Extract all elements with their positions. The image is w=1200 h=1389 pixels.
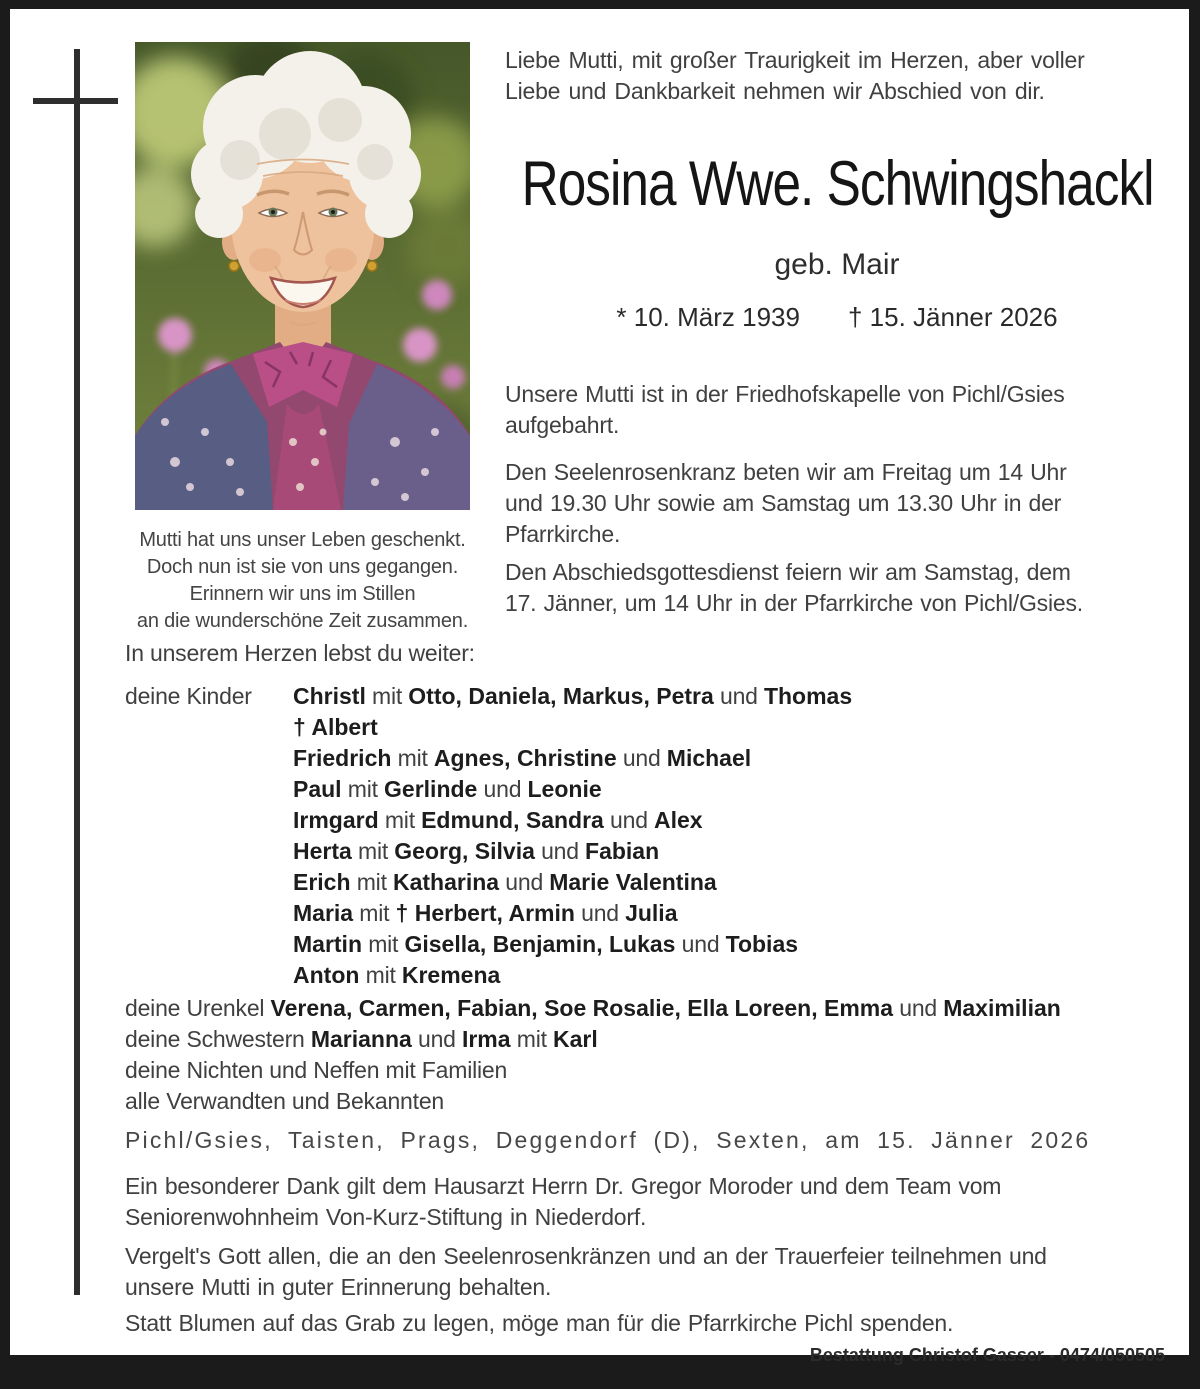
family-line: Friedrich mit Agnes, Christine und Michael — [293, 745, 752, 771]
birth-date: * 10. März 1939 — [616, 302, 800, 332]
cross-horizontal-bar — [33, 98, 118, 104]
farewell-service-text: Den Abschiedsgottesdienst feiern wir am Samstag, dem 17. Jänner, um 14 Uhr in der Pfarrkirche von Pichl/Gsies. — [505, 559, 1083, 616]
intro-text: Liebe Mutti, mit großer Traurigkeit im Herzen, aber voller Liebe und Dankbarkeit nehmen wir Abschied von dir. — [505, 47, 1085, 104]
life-dates — [505, 301, 1169, 333]
cross-vertical-bar — [74, 49, 80, 1295]
family-line: Herta mit Georg, Silvia und Fabian — [293, 838, 660, 864]
donation-note: Statt Blumen auf das Grab zu legen, möge man für die Pfarrkirche Pichl spenden. — [125, 1310, 954, 1336]
family-section — [125, 638, 1175, 1117]
rosary-text: Den Seelenrosenkranz beten wir am Freitag um 14 Uhr und 19.30 Uhr sowie am Samstag um 13.30 Uhr in der Pfarrkirche. — [505, 459, 1067, 547]
children-block — [125, 681, 1175, 991]
laying-out-text: Unsere Mutti ist in der Friedhofskapelle von Pichl/Gsies aufgebahrt. — [505, 381, 1065, 438]
maiden-name: geb. Mair — [774, 248, 900, 281]
family-line: Martin mit Gisella, Benjamin, Lukas und Tobias — [293, 931, 799, 957]
family-line: Anton mit Kremena — [293, 962, 501, 988]
deceased-name: Rosina Wwe. Schwingshackl — [521, 149, 1154, 219]
family-line: Maria mit † Herbert, Armin und Julia — [293, 900, 678, 926]
photo-caption: Mutti hat uns unser Leben geschenkt. Doch nun ist sie von uns gegangen. Erinnern wir uns im Stillen an die wunderschöne Zeit zusammen. — [136, 529, 469, 632]
family-line: deine Schwestern Marianna und Irma mit Karl — [125, 1026, 598, 1052]
family-line: Christl mit Otto, Daniela, Markus, Petra und Thomas — [293, 683, 853, 709]
children-label: deine Kinder — [125, 683, 252, 709]
remembrance-heading: In unserem Herzen lebst du weiter: — [125, 640, 475, 666]
children-list — [293, 681, 1175, 991]
family-line: deine Urenkel Verena, Carmen, Fabian, Soe Rosalie, Ella Loreen, Emma und Maximilian — [125, 995, 1061, 1021]
family-line: deine Nichten und Neffen mit Familien — [125, 1057, 508, 1083]
obituary-page — [10, 9, 1189, 1365]
family-line: Erich mit Katharina und Marie Valentina — [293, 869, 717, 895]
family-line: Irmgard mit Edmund, Sandra und Alex — [293, 807, 703, 833]
family-line: † Albert — [293, 714, 378, 740]
places-date-line: Pichl/Gsies, Taisten, Prags, Deggendorf (D), Sexten, am 15. Jänner 2026 — [125, 1127, 1091, 1153]
death-date: † 15. Jänner 2026 — [847, 302, 1058, 332]
portrait-photo — [135, 42, 470, 510]
relatives-list — [125, 993, 1175, 1117]
family-line: Paul mit Gerlinde und Leonie — [293, 776, 602, 802]
family-line: alle Verwandten und Bekannten — [125, 1088, 445, 1114]
funeral-home-line: Bestattung Christof Gasser - 0474/050505 — [809, 1345, 1165, 1365]
thanks-attendees-text: Vergelt's Gott allen, die an den Seelenrosenkränzen und an der Trauerfeier teilnehmen und unsere Mutti in guter Erinnerung behalten. — [125, 1243, 1047, 1300]
thanks-doctor-text: Ein besonderer Dank gilt dem Hausarzt Herrn Dr. Gregor Moroder und dem Team vom Seniorenwohnheim Von-Kurz-Stiftung in Niederdorf. — [125, 1173, 1002, 1230]
